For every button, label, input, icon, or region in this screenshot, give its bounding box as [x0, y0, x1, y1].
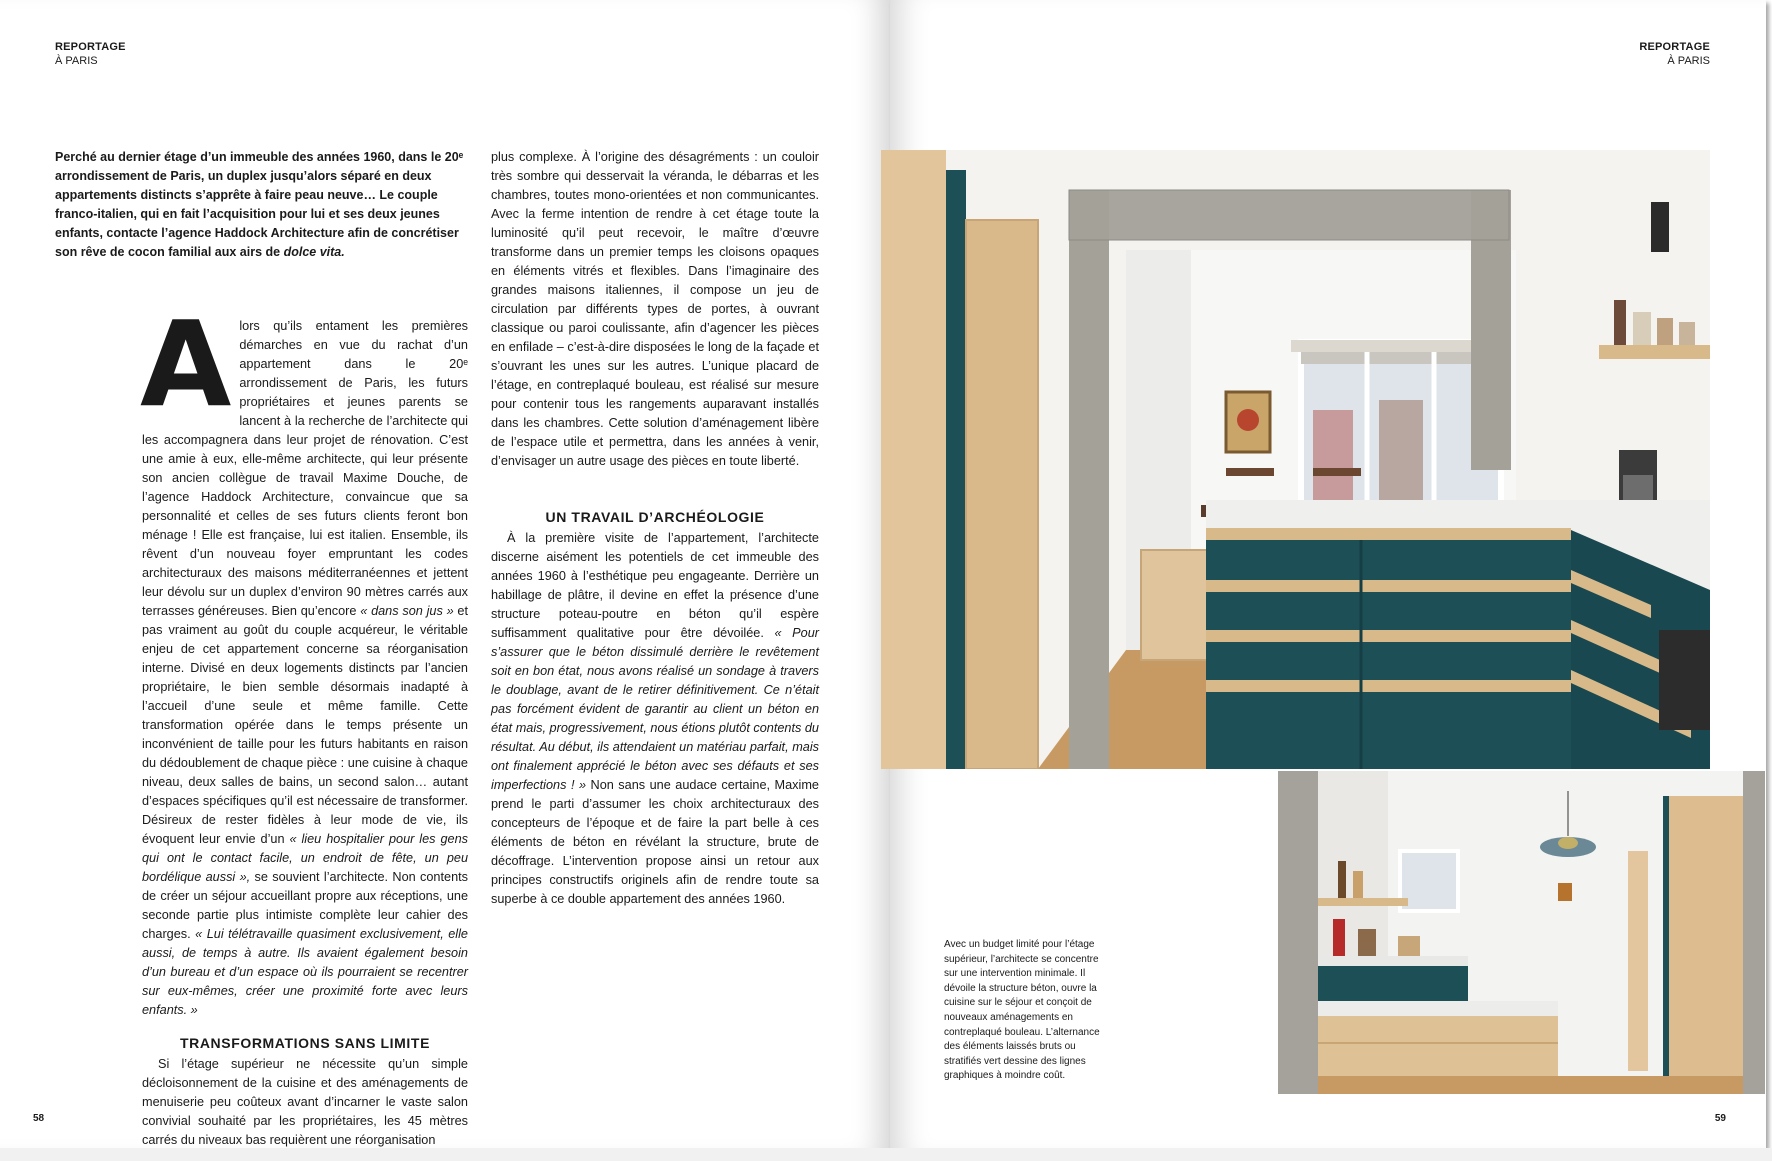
header-location: À PARIS [1667, 55, 1710, 67]
running-header-right [1639, 40, 1710, 68]
page-number-right: 59 [1714, 1113, 1726, 1124]
intro-text: Perché au dernier étage d’un immeuble des années 1960, dans le 20ᵉ arrondissement de Paris, un duplex jusqu’alors séparé en deux appartements distincts s’apprête à faire peau neuve… Le couple franco-italien, qui en fait l’acquisition pour lui et ses deux jeunes enfants, contacte l’agence Haddock Architecture afin de concrétiser son rêve de cocon familial aux airs de [55, 150, 464, 259]
quote-1: « dans son jus » [360, 604, 454, 618]
paragraph-4: À la première visite de l’appartement, l’architecte discerne aisément les potentiels de cet immeuble des années 1960 à l’esthétique peu engageante. Derrière un habillage de plâtre, il devine en effet la présence d’une structure poteau-poutre en béton qu’il espère suffisamment qualitative pour être dévoilée. [491, 531, 819, 640]
drop-cap: A [140, 295, 232, 433]
quote-3: « Lui télétravaille quasiment exclusivement, elle aussi, de temps à autre. Ils avaient également besoin d’un bureau et d’un espace où ils pourraient se recentrer sur eux-mêmes, créer une proximité forte avec leurs enfants. » [142, 927, 468, 1017]
intro-standfirst [55, 148, 470, 262]
paragraph-1c: se souvient l’architecte. Non contents de créer un séjour accueillant propre aux réceptions, une seconde partie plus intimiste complète leur cahier des charges. [142, 870, 468, 941]
page-edge [0, 1148, 1772, 1161]
kitchen-illustration [881, 150, 1710, 769]
running-header-left [55, 40, 126, 68]
subhead-transformations: TRANSFORMATIONS SANS LIMITE [179, 1035, 431, 1051]
paragraph-1: lors qu’ils entament les premières démarches en vue du rachat d’un appartement dans le 20ᵉ arrondissement de Paris, les futurs propriétaires et jeunes parents se lancent à la recherche de l’architecte qui les accompagnera dans leur projet de rénovation. C’est une amie à eux, elle-même architecte, qui leur présente son ancien collègue de travail Maxime Douche, de l’agence Haddock Architecture, convaincue que sa personnalité et celles de ses futurs clients feront bon ménage ! Elle est française, lui est italien. Ensemble, ils rêvent d’un nouveau foyer empruntant les codes architecturaux des maisons méditerranéennes et jettent leur dévolu sur un duplex d’environ 90 mètres carrés aux terrasses généreuses. Bien qu’encore [142, 319, 468, 618]
header-section: REPORTAGE [55, 41, 126, 53]
header-location: À PARIS [55, 55, 98, 67]
paragraph-3: plus complexe. À l’origine des désagréments : un couloir très sombre qui desservait la véranda, le débarras et les chambres, toutes mono-orientées et non communicantes. Avec la ferme intention de rendre à cet étage toute la luminosité qu’il peut recevoir, le maître d’œuvre transforme dans un premier temps les cloisons opaques en éléments vitrés et flexibles. Dans l’imaginaire des grandes maisons italiennes, il compose un jeu de circulation par différents types de portes, à ouvrant classique ou paroi coulissante, afin d’agencer les pièces en enfilade – c’est-à-dire disposées le long de la façade et s’ouvrant les unes sur les autres. L’unique placard de l’étage, en contreplaqué bouleau, est réalisé sur mesure pour contenir tous les rangements auparavant installés dans les chambres. Cette solution d’aménagement libère de l’espace utile et permettra, dans les années à venir, d’envisager un autre usage des pièces en toute liberté. [491, 150, 819, 468]
page-number-left: 58 [33, 1113, 45, 1124]
photo-caption: Avec un budget limité pour l’étage supérieur, l’architecte se concentre sur une intervention minimale. Il dévoile la structure béton, ouvre la cuisine sur le séjour et conçoit de nouveaux aménagements en contreplaqué bouleau. L’alternance des éléments laissés bruts ou stratifiés vert dessine des lignes graphiques à moindre coût. [944, 939, 1100, 1082]
quote-4: « Pour s’assurer que le béton dissimulé derrière le revêtement soit en bon état, nous avons réalisé un sondage à travers le doublage, avant de le retirer définitivement. Ce n’était pas forcément évident de garantir au client un béton en état mais, progressivement, nous étions plutôt contents du résultat. Au début, ils attendaient un matériau parfait, mais ont finalement apprécié le béton avec ses défauts et ses imperfections ! » [491, 626, 819, 792]
article-column-2b [491, 508, 819, 909]
paragraph-1b: et pas vraiment au goût du couple acquéreur, le véritable enjeu de cet appartement concerne sa réorganisation interne. Divisé en deux logements distincts par l’ancien propriétaire, le bien semble désormais inadapté à l’accueil d’une seule et même famille. Cette transformation opérée dans le temps présente un inconvénient de taille pour les futurs habitants en raison du dédoublement de chaque pièce : une cuisine à chaque niveau, deux salles de bains, un second salon… autant d’espaces spécifiques qu’il est nécessaire de transformer. Désireux de rester fidèles à leur mode de vie, ils évoquent leur envie d’un [142, 604, 469, 846]
article-column-2 [491, 148, 819, 471]
header-section: REPORTAGE [1639, 41, 1710, 53]
quote-2: « lieu hospitalier pour les gens qui ont le contact facile, un endroit de fête, un peu bordélique aussi », [142, 832, 468, 884]
paragraph-2: Si l’étage supérieur ne nécessite qu’un simple décloisonnement de la cuisine et des aménagements de menuiserie peu coûteux avant d’incarner le vaste salon convivial souhaité par les propriétaires, les 45 mètres carrés du niveaux bas requièrent une réorganisation [142, 1057, 468, 1147]
kitchen-corner-photo [1278, 771, 1765, 1094]
kitchen-corner-illustration [1278, 771, 1765, 1094]
kitchen-photo [881, 150, 1710, 769]
intro-italic: dolce vita. [283, 245, 345, 259]
article-column-1 [140, 295, 469, 1150]
subhead-archeologie: UN TRAVAIL D’ARCHÉOLOGIE [545, 509, 765, 525]
left-page [0, 0, 890, 1148]
paragraph-4b: Non sans une audace certaine, Maxime prend le parti d’assumer les choix architecturaux des concepteurs de l’époque et de faire la part belle à ces éléments de béton en révélant la structure, brute de décoffrage. L’intervention propose ainsi un retour aux principes constructifs originels afin de rendre toute sa superbe à ce double appartement des années 1960. [491, 778, 819, 906]
